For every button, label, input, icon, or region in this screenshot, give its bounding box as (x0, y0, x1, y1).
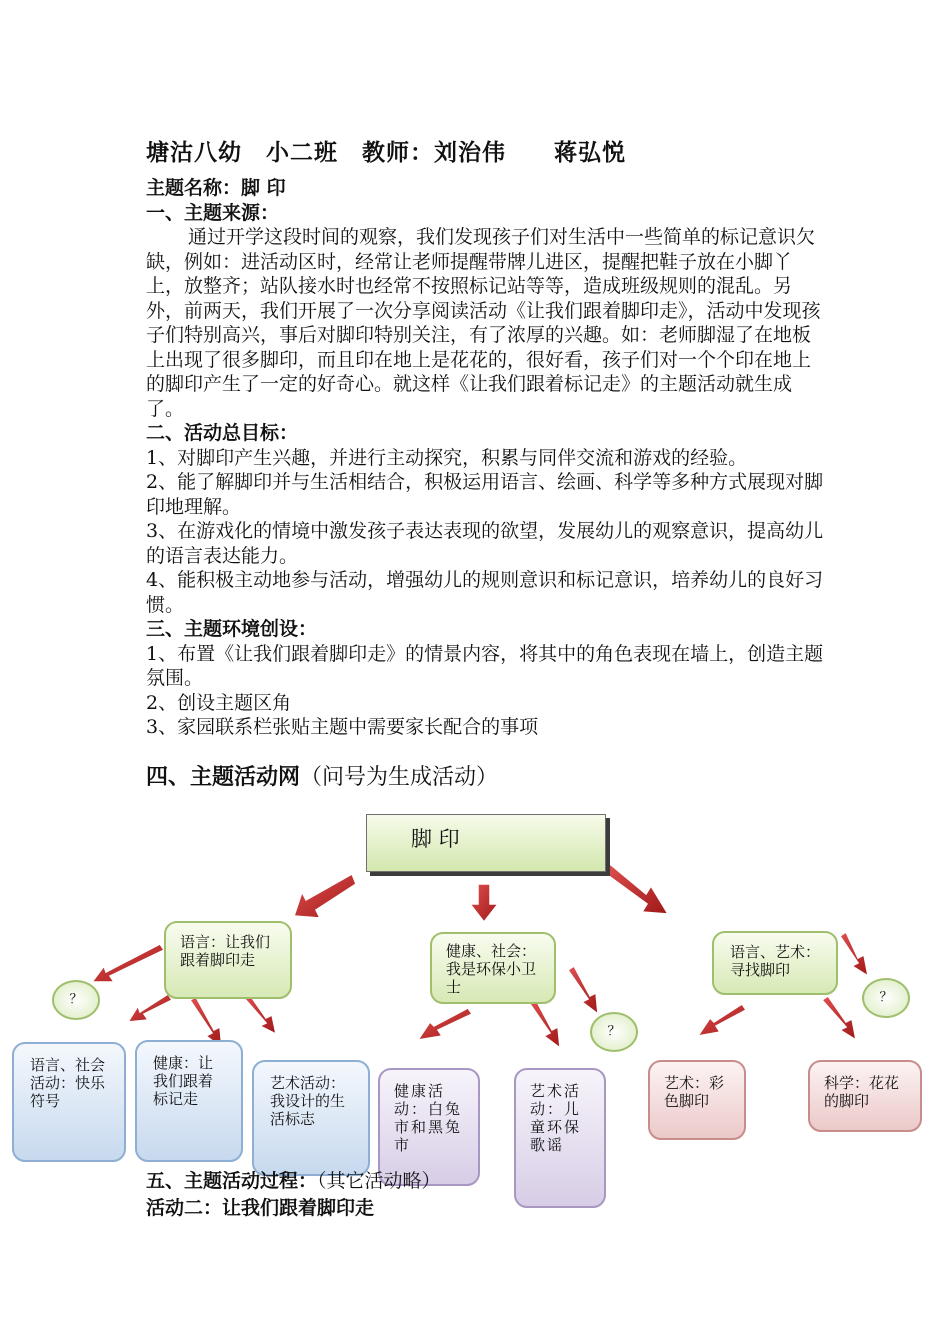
web-root-node: 脚 印 (366, 814, 606, 872)
branch-language-art-node: 语言、艺术：寻找脚印 (712, 931, 838, 995)
section-3-title: 三、主题环境创设： (146, 618, 318, 640)
arrow-branch2-to-leaf4 (418, 1008, 472, 1040)
section-5-note: （其它活动略） (317, 1170, 441, 1192)
environment-item: 3、家园联系栏张贴主题中需要家长配合的事项 (146, 716, 539, 738)
arrow-branch1-to-leaf3 (244, 995, 276, 1034)
branch-health-society-node: 健康、社会：我是环保小卫士 (430, 932, 556, 1004)
leaf-science-node: 科学：花花的脚印 (808, 1060, 922, 1132)
activity-2-title: 活动二：让我们跟着脚印走 (146, 1197, 375, 1219)
section-4-title: 四、主题活动网 (146, 764, 301, 790)
leaf-art-color-node: 艺术：彩色脚印 (648, 1060, 746, 1140)
arrow-root-to-branch-3 (606, 864, 668, 914)
generated-activity-bubble-3: ？ (862, 978, 910, 1018)
arrow-branch3-to-q3 (840, 932, 868, 976)
document-body (146, 176, 826, 740)
section-1-paragraph: 通过开学这段时间的观察，我们发现孩子们对生活中一些简单的标记意识欠缺，例如：进活动区时，经常让老师提醒带牌儿进区，提醒把鞋子放在小脚丫上，放整齐；站队接水时也经常不按照标记站等等，造成班级规则的混乱。另外，前两天，我们开展了一次分享阅读活动《让我们跟着脚印走》，活动中发现孩子们特别高兴，事后对脚印特别关注，有了浓厚的兴趣。如：老师脚湿了在地板上出现了很多脚印，而且印在地上是花花的，很好看，孩子们对一个个印在地上的脚印产生了一定的好奇心。就这样《让我们跟着标记走》的主题活动就生成了。 (146, 226, 821, 420)
leaf-health-activity-node: 健康活动：白兔市和黑兔市 (378, 1068, 480, 1186)
arrow-branch2-to-q2 (568, 966, 598, 1014)
goal-item: 2、能了解脚印并与生活相结合，积极运用语言、绘画、科学等多种方式展现对脚印地理解。 (146, 471, 824, 518)
section-4-note: （问号为生成活动） (300, 765, 499, 790)
arrow-branch1-to-leaf1 (128, 994, 172, 1022)
arrow-branch2-to-leaf5 (530, 1000, 560, 1048)
generated-activity-bubble-1: ？ (52, 980, 100, 1020)
arrow-branch3-to-leaf7 (822, 996, 856, 1040)
section-5-heading (146, 1168, 441, 1195)
arrow-branch1-to-q1 (92, 944, 164, 982)
section-4-heading (146, 760, 498, 791)
arrow-root-to-branch-1 (294, 874, 356, 918)
branch-language-node: 语言：让我们跟着脚印走 (164, 921, 292, 999)
leaf-art-song-node: 艺术活动：儿童环保歌谣 (514, 1068, 606, 1208)
goal-item: 1、对脚印产生兴趣，并进行主动探究，积累与同伴交流和游戏的经验。 (146, 446, 748, 469)
document-header: 塘沽八幼 小二班 教师：刘治伟 蒋弘悦 (146, 139, 626, 166)
generated-activity-bubble-2: ？ (590, 1012, 638, 1052)
section-5-title: 五、主题活动过程： (146, 1170, 318, 1192)
leaf-language-society-node: 语言、社会活动：快乐符号 (12, 1042, 126, 1162)
arrow-root-to-branch-2 (470, 884, 498, 922)
section-1-title: 一、主题来源： (146, 201, 280, 224)
document-tail (146, 1168, 441, 1222)
arrow-branch3-to-leaf6 (698, 1004, 746, 1036)
goal-item: 4、能积极主动地参与活动，增强幼儿的规则意识和标记意识，培养幼儿的良好习惯。 (146, 569, 824, 616)
leaf-health-node: 健康：让我们跟着标记走 (135, 1040, 243, 1162)
leaf-art-activity-node: 艺术活动：我设计的生活标志 (252, 1060, 370, 1176)
goal-item: 3、在游戏化的情境中激发孩子表达表现的欲望，发展幼儿的观察意识，提高幼儿的语言表达能力。 (146, 520, 824, 567)
environment-item: 1、布置《让我们跟着脚印走》的情景内容，将其中的角色表现在墙上，创造主题氛围。 (146, 642, 824, 689)
theme-name: 主题名称：脚 印 (146, 177, 286, 199)
environment-item: 2、创设主题区角 (146, 691, 292, 714)
section-2-title: 二、活动总目标： (146, 422, 299, 444)
